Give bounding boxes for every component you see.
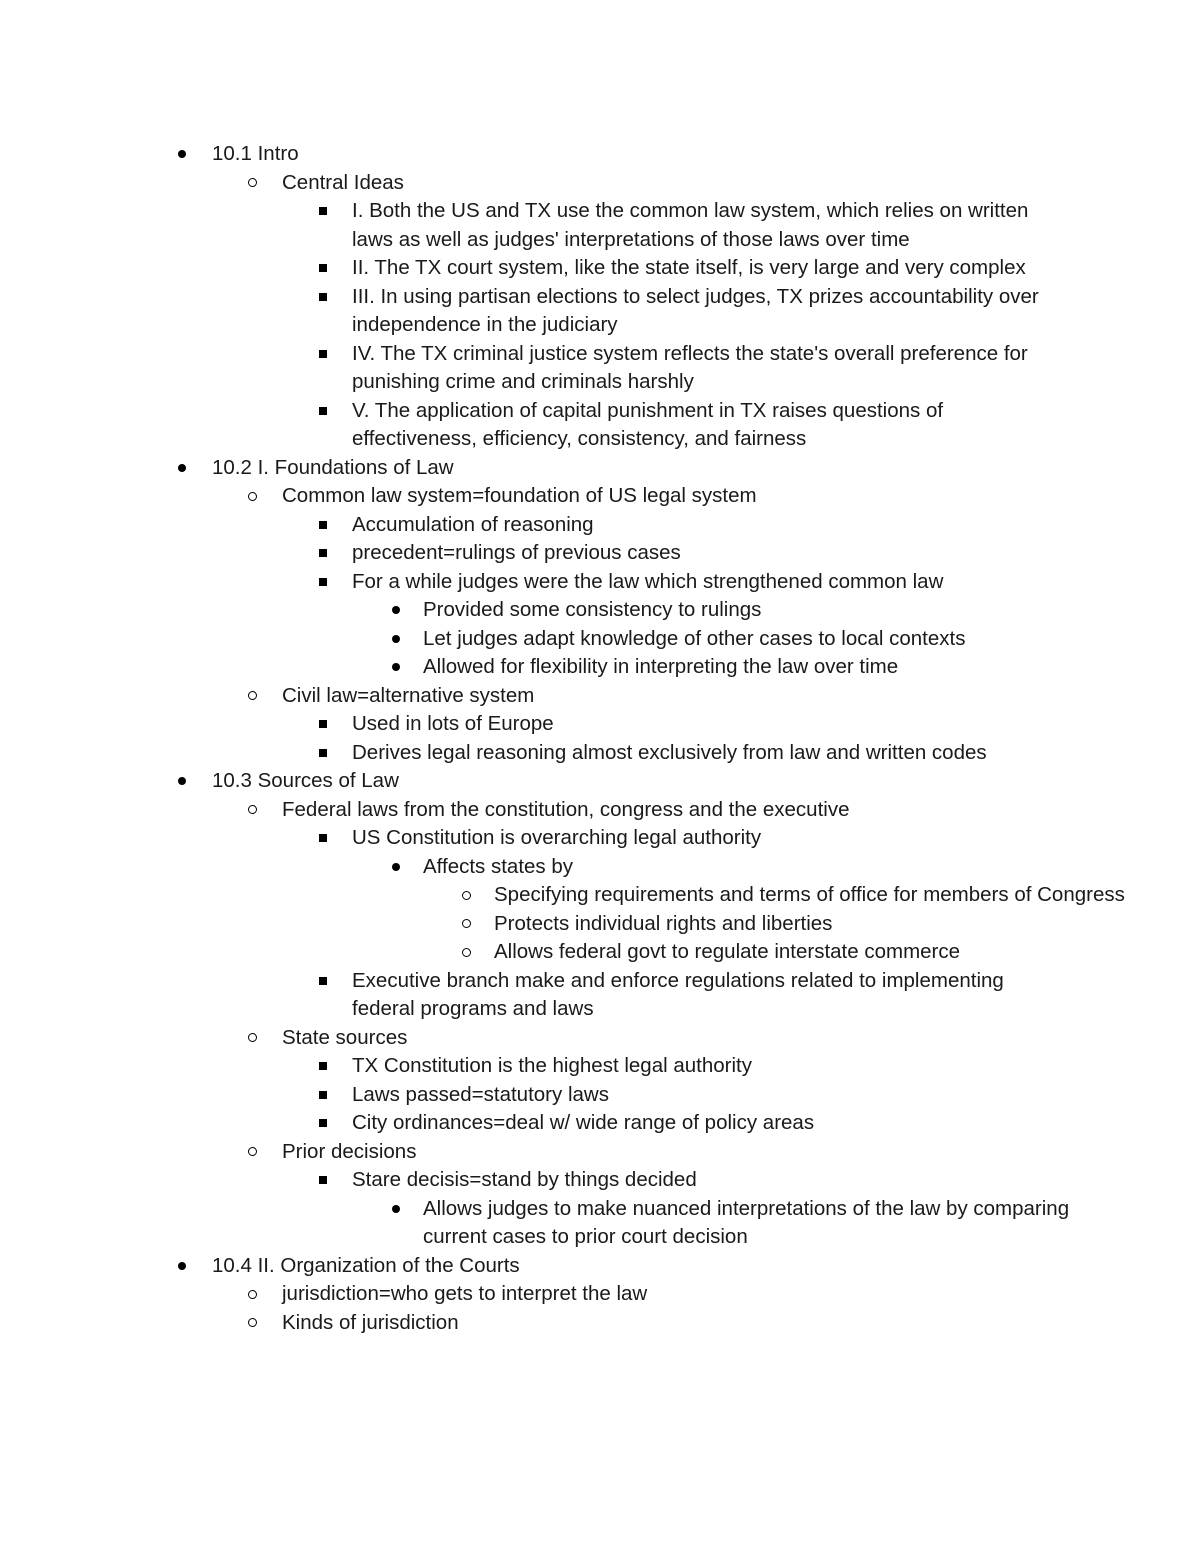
bullet-disc-icon	[386, 596, 406, 625]
document-page	[0, 140, 1200, 1337]
bullet-disc-icon	[172, 767, 192, 796]
bullet-disc-icon	[386, 653, 406, 682]
bullet-circle-icon	[242, 1309, 262, 1338]
bullet-square-icon	[313, 1109, 333, 1138]
list-item-text: II. The TX court system, like the state itself, is very large and very complex	[352, 256, 1026, 279]
list-item	[352, 824, 1042, 853]
list-item	[352, 397, 1042, 454]
list-item-text: US Constitution is overarching legal authority	[352, 826, 762, 849]
list-item	[352, 1081, 1042, 1110]
bullet-disc-icon	[386, 1195, 406, 1224]
bullet-circle-icon	[242, 1024, 262, 1053]
list-item-text: Central Ideas	[282, 170, 404, 194]
bullet-circle-icon	[456, 881, 476, 910]
bullet-square-icon	[313, 710, 333, 739]
list-item-text: Allowed for flexibility in interpreting the law over time	[423, 655, 899, 678]
list-item	[494, 881, 1184, 910]
list-item	[352, 511, 1042, 540]
list-item	[282, 482, 972, 511]
list-item	[352, 254, 1042, 283]
list-item-text: Used in lots of Europe	[352, 712, 554, 735]
list-item-text: 10.4 II. Organization of the Courts	[212, 1253, 520, 1277]
bullet-square-icon	[313, 254, 333, 283]
bullet-disc-icon	[386, 853, 406, 882]
list-item-text: IV. The TX criminal justice system reflects the state's overall preference for punishing crime and criminals harshly	[352, 341, 1028, 393]
list-item	[212, 767, 902, 796]
list-item	[423, 596, 1113, 625]
list-item-text: Stare decisis=stand by things decided	[352, 1168, 697, 1191]
bullet-square-icon	[313, 1166, 333, 1195]
list-item	[352, 1166, 1042, 1195]
list-item	[212, 454, 902, 483]
list-item-text: Allows federal govt to regulate interstate commerce	[494, 940, 961, 963]
list-item	[282, 682, 972, 711]
bullet-circle-icon	[242, 1280, 262, 1309]
list-item	[352, 539, 1042, 568]
list-item	[352, 340, 1042, 397]
list-item-text: jurisdiction=who gets to interpret the law	[282, 1282, 648, 1305]
list-item	[352, 739, 1042, 768]
bullet-square-icon	[313, 539, 333, 568]
list-item-text: Protects individual rights and liberties	[494, 911, 833, 935]
list-item	[494, 938, 1184, 967]
list-item-text: TX Constitution is the highest legal authority	[352, 1054, 752, 1077]
list-item	[352, 1109, 1042, 1138]
list-item	[352, 197, 1042, 254]
list-item	[282, 796, 972, 825]
list-item	[352, 967, 1042, 1024]
list-item	[282, 1138, 972, 1167]
list-item	[494, 910, 1184, 939]
bullet-square-icon	[313, 340, 333, 369]
list-item-text: Laws passed=statutory laws	[352, 1082, 609, 1106]
list-item	[423, 853, 1113, 882]
list-item	[423, 653, 1113, 682]
bullet-disc-icon	[386, 625, 406, 654]
bullet-square-icon	[313, 1052, 333, 1081]
list-item-text: Executive branch make and enforce regulations related to implementing federal programs and laws	[352, 968, 1004, 1020]
list-item-text: 10.1 Intro	[212, 142, 299, 165]
bullet-circle-icon	[456, 910, 476, 939]
list-item-text: City ordinances=deal w/ wide range of policy areas	[352, 1111, 815, 1134]
list-item-text: Specifying requirements and terms of office for members of Congress	[494, 883, 1125, 906]
bullet-disc-icon	[172, 454, 192, 483]
bullet-disc-icon	[172, 140, 192, 169]
bullet-circle-icon	[242, 482, 262, 511]
bullet-circle-icon	[242, 796, 262, 825]
list-item-text: For a while judges were the law which strengthened common law	[352, 569, 944, 593]
list-item	[282, 1280, 972, 1309]
list-item	[352, 710, 1042, 739]
list-item	[352, 1052, 1042, 1081]
list-item	[352, 283, 1042, 340]
bullet-square-icon	[313, 1081, 333, 1110]
bullet-square-icon	[313, 739, 333, 768]
list-item-text: Affects states by	[423, 854, 574, 878]
list-item-text: Common law system=foundation of US legal system	[282, 484, 757, 507]
list-item-text: III. In using partisan elections to select judges, TX prizes accountability over independence in the judiciary	[352, 284, 1039, 336]
list-item	[212, 140, 902, 169]
list-item	[423, 625, 1113, 654]
list-item	[212, 1252, 902, 1281]
list-item-text: Derives legal reasoning almost exclusively from law and written codes	[352, 740, 987, 764]
bullet-square-icon	[313, 397, 333, 426]
bullet-square-icon	[313, 197, 333, 226]
bullet-circle-icon	[242, 1138, 262, 1167]
bullet-disc-icon	[172, 1252, 192, 1281]
list-item-text: Provided some consistency to rulings	[423, 598, 762, 621]
list-item-text: V. The application of capital punishment in TX raises questions of effectiveness, efficiency, consistency, and fairness	[352, 398, 944, 450]
list-item-text: Prior decisions	[282, 1139, 417, 1163]
bullet-square-icon	[313, 824, 333, 853]
list-item-text: Let judges adapt knowledge of other cases to local contexts	[423, 626, 966, 650]
bullet-square-icon	[313, 511, 333, 540]
list-item-text: Allows judges to make nuanced interpretations of the law by comparing current cases to prior court decision	[423, 1196, 1070, 1248]
list-item-text: Kinds of jurisdiction	[282, 1310, 459, 1334]
list-item-text: Federal laws from the constitution, congress and the executive	[282, 797, 850, 821]
bullet-square-icon	[313, 283, 333, 312]
bullet-circle-icon	[456, 938, 476, 967]
list-item-text: 10.3 Sources of Law	[212, 769, 399, 792]
list-item-text: Accumulation of reasoning	[352, 512, 594, 536]
list-item-text: Civil law=alternative system	[282, 683, 535, 707]
bullet-circle-icon	[242, 682, 262, 711]
list-item	[282, 1309, 972, 1338]
list-item	[282, 1024, 972, 1053]
list-item-text: I. Both the US and TX use the common law system, which relies on written laws as well as judges' interpretations of those laws over time	[352, 199, 1029, 251]
list-item	[423, 1195, 1113, 1252]
list-item-text: State sources	[282, 1025, 408, 1049]
bullet-circle-icon	[242, 169, 262, 198]
list-item	[282, 169, 972, 198]
list-item-text: 10.2 I. Foundations of Law	[212, 455, 454, 479]
list-item	[352, 568, 1042, 597]
bullet-square-icon	[313, 568, 333, 597]
list-item-text: precedent=rulings of previous cases	[352, 541, 681, 564]
bullet-square-icon	[313, 967, 333, 996]
